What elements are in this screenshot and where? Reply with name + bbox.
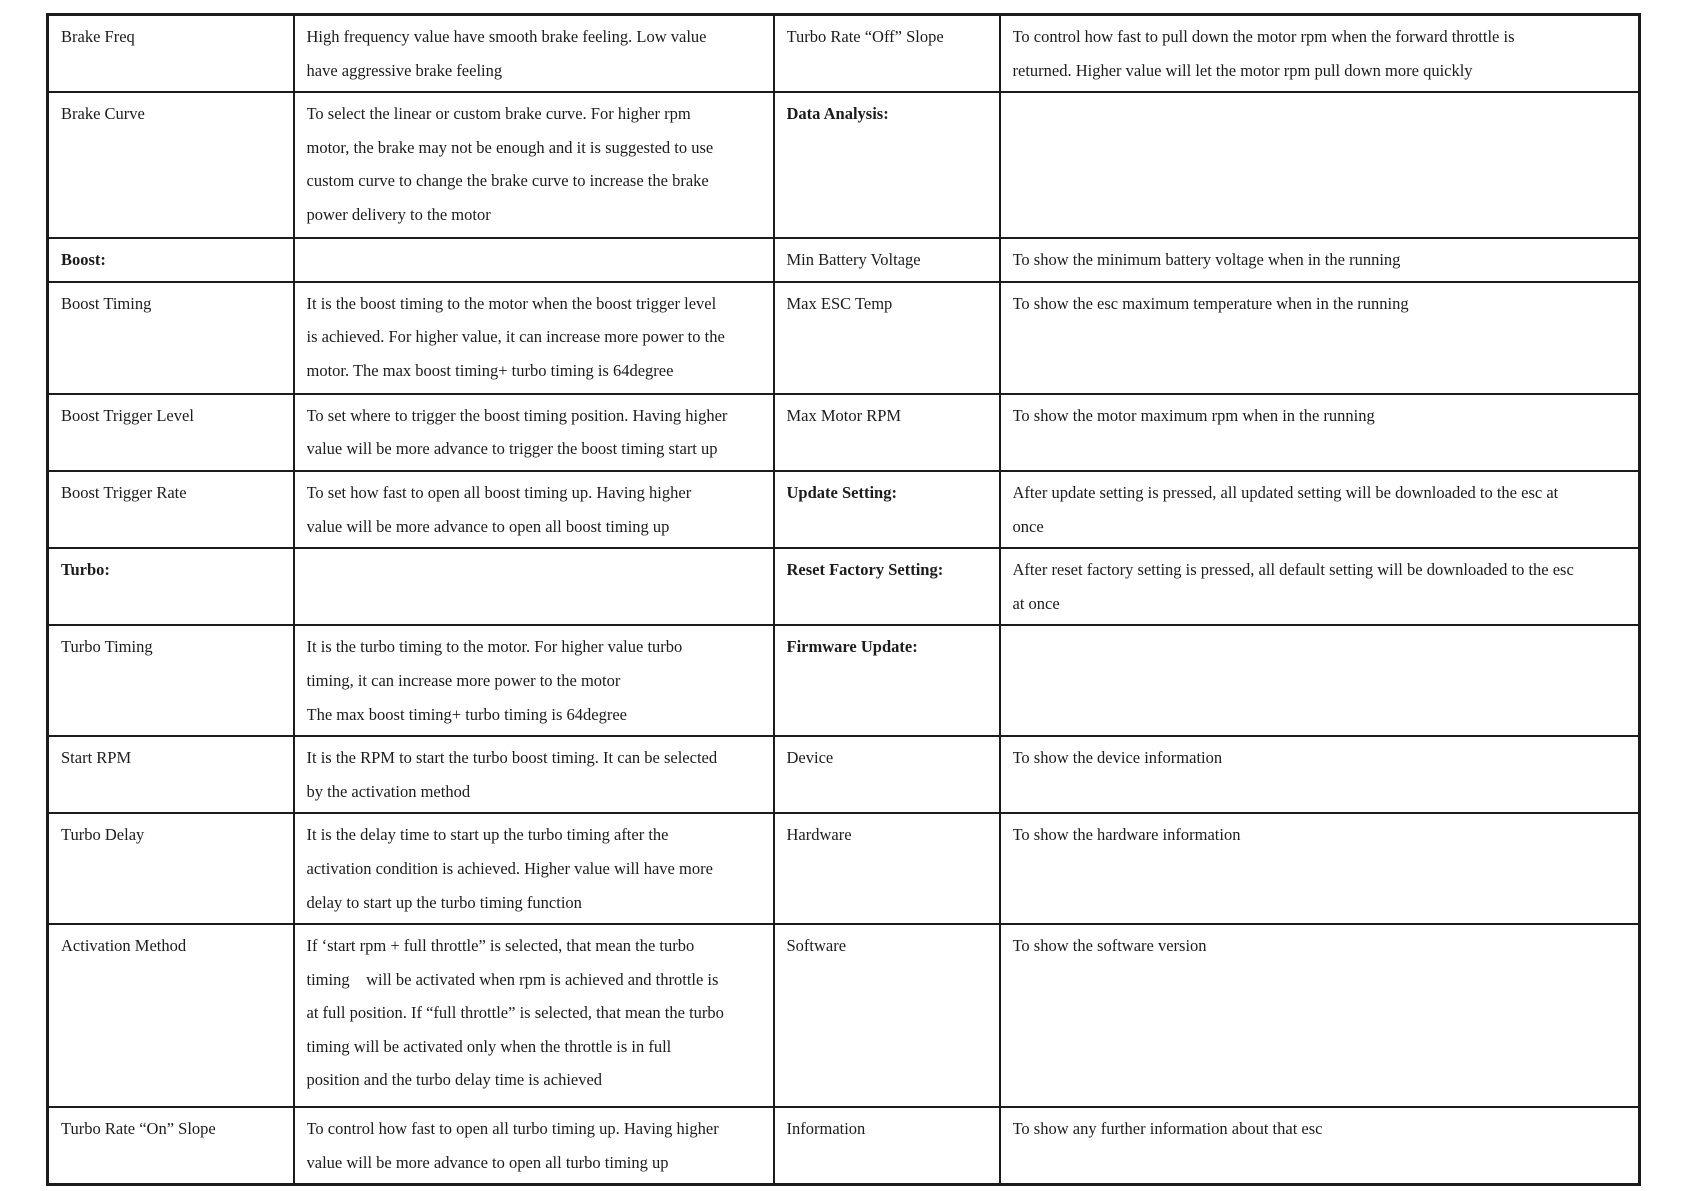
- setting-name: Brake Freq: [61, 27, 135, 46]
- setting-name: Activation Method: [61, 936, 187, 956]
- description-line: To show the device information: [1012, 748, 1223, 768]
- description-cell-right: [1000, 813, 1640, 924]
- setting-name-cell-left: [48, 548, 294, 625]
- setting-name-cell-right: [774, 813, 1000, 924]
- description-cell-right: [1000, 625, 1640, 736]
- setting-name-cell-right: [774, 92, 1000, 238]
- description-line: To set how fast to open all boost timing up. Having higher: [306, 482, 692, 502]
- setting-name-cell-left: [48, 15, 294, 93]
- description-line: at once: [1012, 593, 1060, 613]
- setting-name: Turbo Rate “On” Slope: [61, 1119, 216, 1139]
- setting-name-cell-left: [48, 1107, 294, 1185]
- description-line: To select the linear or custom brake curve. For higher rpm: [306, 104, 691, 124]
- setting-name-cell-left: [48, 813, 294, 924]
- description-cell-left: [294, 92, 774, 238]
- setting-name-cell-left: [48, 92, 294, 238]
- description-line: activation condition is achieved. Higher value will have more: [306, 858, 713, 878]
- description-line: value will be more advance to open all boost timing up: [306, 516, 670, 536]
- table-row: [48, 924, 1640, 1107]
- description-cell-left: [294, 924, 774, 1107]
- description-line: once: [1012, 516, 1044, 536]
- setting-name-cell-right: [774, 282, 1000, 394]
- table-row: [48, 92, 1640, 238]
- description-cell-right: [1000, 238, 1640, 282]
- description-cell-left: [294, 1107, 774, 1185]
- table-row: [48, 625, 1640, 736]
- table-row: [48, 471, 1640, 548]
- description-line: timing, it can increase more power to the motor: [306, 670, 621, 690]
- setting-name-cell-right: [774, 1107, 1000, 1185]
- setting-name: Max ESC Temp: [786, 293, 893, 313]
- settings-description-table: [46, 13, 1641, 1186]
- setting-name: Update Setting:: [786, 482, 897, 502]
- description-cell-right: [1000, 1107, 1640, 1185]
- description-cell-left: [294, 625, 774, 736]
- description-cell-left: [294, 813, 774, 924]
- setting-name-cell-right: [774, 548, 1000, 625]
- description-line: After update setting is pressed, all updated setting will be downloaded to the esc at: [1012, 482, 1559, 502]
- setting-name: Turbo Rate “Off” Slope: [786, 27, 944, 46]
- description-cell-left: [294, 238, 774, 282]
- description-line: To show the software version: [1012, 936, 1207, 956]
- description-line: It is the RPM to start the turbo boost timing. It can be selected: [306, 748, 718, 768]
- table-row: [48, 15, 1640, 93]
- table-row: [48, 813, 1640, 924]
- setting-name-cell-left: [48, 238, 294, 282]
- description-line: is achieved. For higher value, it can increase more power to the: [306, 327, 725, 347]
- description-line: It is the boost timing to the motor when the boost trigger level: [306, 293, 717, 313]
- description-line: have aggressive brake feeling: [306, 60, 503, 80]
- setting-name: Boost Trigger Level: [61, 405, 194, 425]
- table-row: [48, 394, 1640, 471]
- description-line: High frequency value have smooth brake feeling. Low value: [306, 27, 707, 46]
- table-row: [48, 736, 1640, 813]
- description-cell-right: [1000, 15, 1640, 93]
- description-line: by the activation method: [306, 781, 471, 801]
- description-cell-left: [294, 394, 774, 471]
- setting-name: Reset Factory Setting:: [786, 560, 944, 580]
- setting-name: Start RPM: [61, 748, 132, 768]
- table-row: [48, 238, 1640, 282]
- setting-name: Firmware Update:: [786, 637, 918, 657]
- description-line: To show the motor maximum rpm when in the running: [1012, 405, 1375, 425]
- description-line: at full position. If “full throttle” is selected, that mean the turbo: [306, 1003, 724, 1023]
- setting-name-cell-right: [774, 471, 1000, 548]
- description-line: To show the minimum battery voltage when in the running: [1012, 250, 1401, 270]
- table-row: [48, 548, 1640, 625]
- description-line: To control how fast to open all turbo timing up. Having higher: [306, 1119, 719, 1139]
- setting-name-cell-right: [774, 238, 1000, 282]
- setting-name: Boost Timing: [61, 293, 152, 313]
- setting-name: Turbo Delay: [61, 825, 145, 845]
- description-line: To show the esc maximum temperature when in the running: [1012, 293, 1409, 313]
- description-line: motor. The max boost timing+ turbo timing is 64degree: [306, 360, 674, 380]
- description-line: custom curve to change the brake curve to increase the brake: [306, 171, 709, 191]
- description-cell-right: [1000, 924, 1640, 1107]
- description-line: motor, the brake may not be enough and it is suggested to use: [306, 137, 714, 157]
- description-cell-left: [294, 736, 774, 813]
- description-cell-left: [294, 548, 774, 625]
- description-line: position and the turbo delay time is achieved: [306, 1070, 603, 1090]
- description-line: To show the hardware information: [1012, 825, 1241, 845]
- table-row: [48, 282, 1640, 394]
- setting-name: Hardware: [786, 825, 852, 845]
- setting-name: Data Analysis:: [786, 104, 889, 124]
- setting-name: Turbo Timing: [61, 637, 153, 657]
- description-line: After reset factory setting is pressed, all default setting will be downloaded to the esc: [1012, 560, 1574, 580]
- setting-name-cell-right: [774, 924, 1000, 1107]
- setting-name-cell-left: [48, 924, 294, 1107]
- setting-name-cell-right: [774, 394, 1000, 471]
- setting-name-cell-right: [774, 625, 1000, 736]
- description-line: It is the turbo timing to the motor. For higher value turbo: [306, 637, 683, 657]
- description-cell-right: [1000, 92, 1640, 238]
- description-cell-right: [1000, 736, 1640, 813]
- setting-name: Software: [786, 936, 847, 956]
- setting-name: Device: [786, 748, 834, 768]
- description-line: The max boost timing+ turbo timing is 64degree: [306, 704, 627, 724]
- setting-name-cell-right: [774, 736, 1000, 813]
- setting-name-cell-left: [48, 394, 294, 471]
- setting-name: Brake Curve: [61, 104, 145, 124]
- description-cell-left: [294, 282, 774, 394]
- description-cell-right: [1000, 282, 1640, 394]
- description-line: returned. Higher value will let the motor rpm pull down more quickly: [1012, 60, 1473, 80]
- description-line: power delivery to the motor: [306, 204, 491, 224]
- description-cell-right: [1000, 471, 1640, 548]
- setting-name-cell-left: [48, 282, 294, 394]
- description-line: timing will be activated when rpm is achieved and throttle is: [306, 969, 719, 989]
- description-cell-left: [294, 471, 774, 548]
- setting-name: Max Motor RPM: [786, 405, 902, 425]
- description-line: value will be more advance to trigger the boost timing start up: [306, 439, 718, 459]
- description-line: timing will be activated only when the throttle is in full: [306, 1036, 672, 1056]
- description-cell-right: [1000, 394, 1640, 471]
- setting-name-cell-left: [48, 736, 294, 813]
- table-row: [48, 1107, 1640, 1185]
- description-cell-left: [294, 15, 774, 93]
- setting-name: Turbo:: [61, 560, 110, 580]
- setting-name: Min Battery Voltage: [786, 250, 921, 270]
- description-line: delay to start up the turbo timing function: [306, 892, 582, 912]
- description-line: If ‘start rpm + full throttle” is selected, that mean the turbo: [306, 936, 695, 956]
- setting-name: Boost:: [61, 250, 106, 270]
- description-line: It is the delay time to start up the turbo timing after the: [306, 825, 669, 845]
- setting-name-cell-right: [774, 15, 1000, 93]
- setting-name: Information: [786, 1119, 866, 1139]
- description-line: To control how fast to pull down the motor rpm when the forward throttle is: [1012, 27, 1515, 46]
- setting-name-cell-left: [48, 625, 294, 736]
- description-line: To set where to trigger the boost timing position. Having higher: [306, 405, 728, 425]
- setting-name-cell-left: [48, 471, 294, 548]
- description-line: To show any further information about that esc: [1012, 1119, 1323, 1139]
- setting-name: Boost Trigger Rate: [61, 482, 187, 502]
- description-cell-right: [1000, 548, 1640, 625]
- description-line: value will be more advance to open all turbo timing up: [306, 1152, 669, 1172]
